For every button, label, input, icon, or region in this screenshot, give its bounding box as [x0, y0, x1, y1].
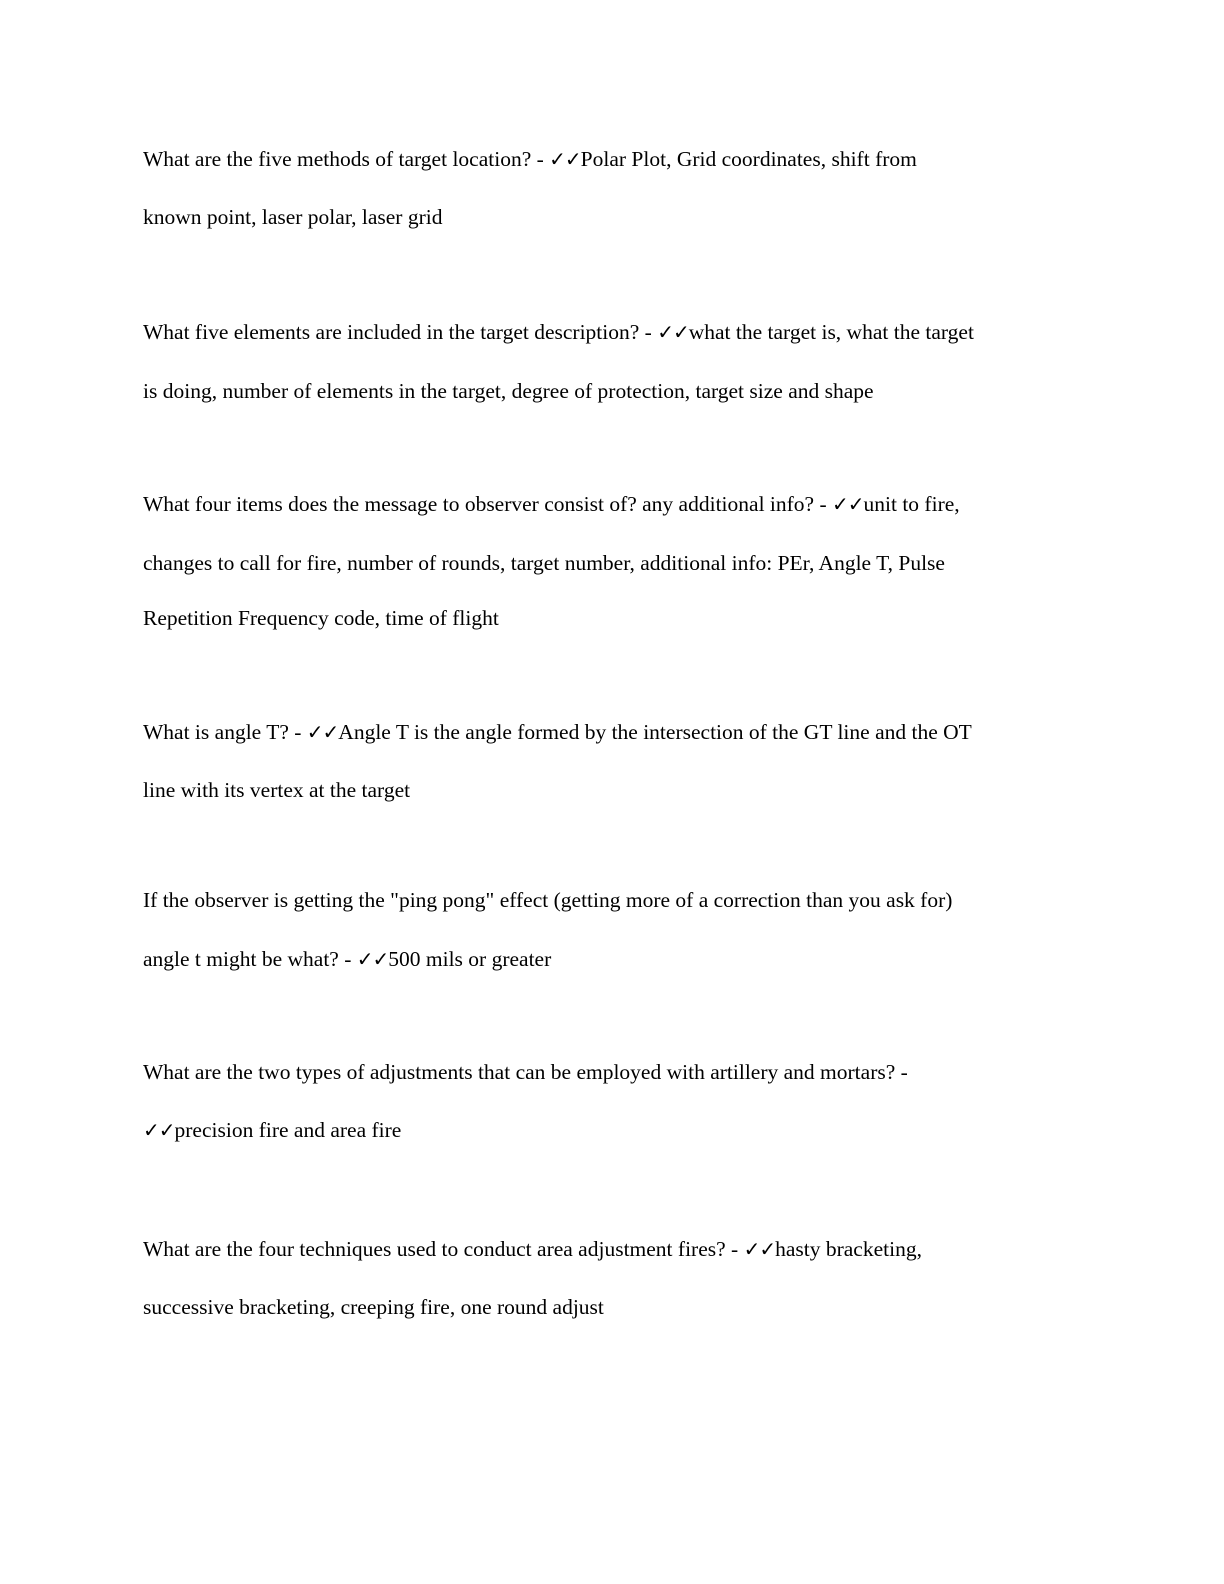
answer-text: hasty bracketing, — [775, 1237, 922, 1261]
question-text: What are the four techniques used to conduct area adjustment fires? - — [143, 1237, 744, 1261]
answer-text: precision fire and area fire — [174, 1118, 402, 1142]
question-text: What five elements are included in the target description? - — [143, 320, 658, 344]
entry-line — [143, 606, 499, 631]
entry-line — [143, 492, 960, 517]
entry-line — [143, 1118, 401, 1143]
entry-line — [143, 205, 442, 230]
double-check-icon: ✓✓ — [306, 720, 339, 744]
double-check-icon: ✓✓ — [356, 947, 389, 971]
entry-line — [143, 1237, 922, 1262]
answer-text: known point, laser polar, laser grid — [143, 205, 443, 229]
question-text: What is angle T? - — [143, 720, 307, 744]
answer-text: unit to fire, — [863, 492, 960, 516]
entry-line — [143, 778, 410, 803]
double-check-icon: ✓✓ — [143, 1118, 175, 1142]
entry-line — [143, 320, 974, 345]
answer-text: is doing, number of elements in the target, degree of protection, target size and shape — [143, 379, 874, 403]
double-check-icon: ✓✓ — [657, 320, 689, 344]
entry-line — [143, 379, 874, 404]
question-text: What are the two types of adjustments that can be employed with artillery and mortars? - — [143, 1060, 908, 1084]
answer-text: successive bracketing, creeping fire, one round adjust — [143, 1295, 604, 1319]
question-text: What four items does the message to observer consist of? any additional info? - — [143, 492, 832, 516]
entry-line — [143, 888, 952, 913]
entry-line — [143, 551, 945, 576]
entry-line — [143, 1060, 908, 1085]
entry-line — [143, 720, 972, 745]
answer-text: changes to call for fire, number of rounds, target number, additional info: PEr, Angle T, Pulse — [143, 551, 945, 575]
answer-text: line with its vertex at the target — [143, 778, 411, 802]
question-text: What are the five methods of target location? - — [143, 147, 550, 171]
answer-text: Polar Plot, Grid coordinates, shift from — [580, 147, 917, 171]
double-check-icon: ✓✓ — [832, 492, 864, 516]
answer-text: 500 mils or greater — [388, 947, 552, 971]
entry-line — [143, 947, 551, 972]
answer-text: Angle T is the angle formed by the intersection of the GT line and the OT — [338, 720, 972, 744]
entry-line — [143, 147, 917, 172]
question-text: If the observer is getting the "ping pong" effect (getting more of a correction than you ask for) — [143, 888, 953, 912]
double-check-icon: ✓✓ — [549, 147, 581, 171]
double-check-icon: ✓✓ — [743, 1237, 776, 1261]
answer-text: Repetition Frequency code, time of flight — [143, 606, 499, 630]
answer-text: what the target is, what the target — [688, 320, 974, 344]
entry-line — [143, 1295, 604, 1320]
question-text: angle t might be what? - — [143, 947, 357, 971]
